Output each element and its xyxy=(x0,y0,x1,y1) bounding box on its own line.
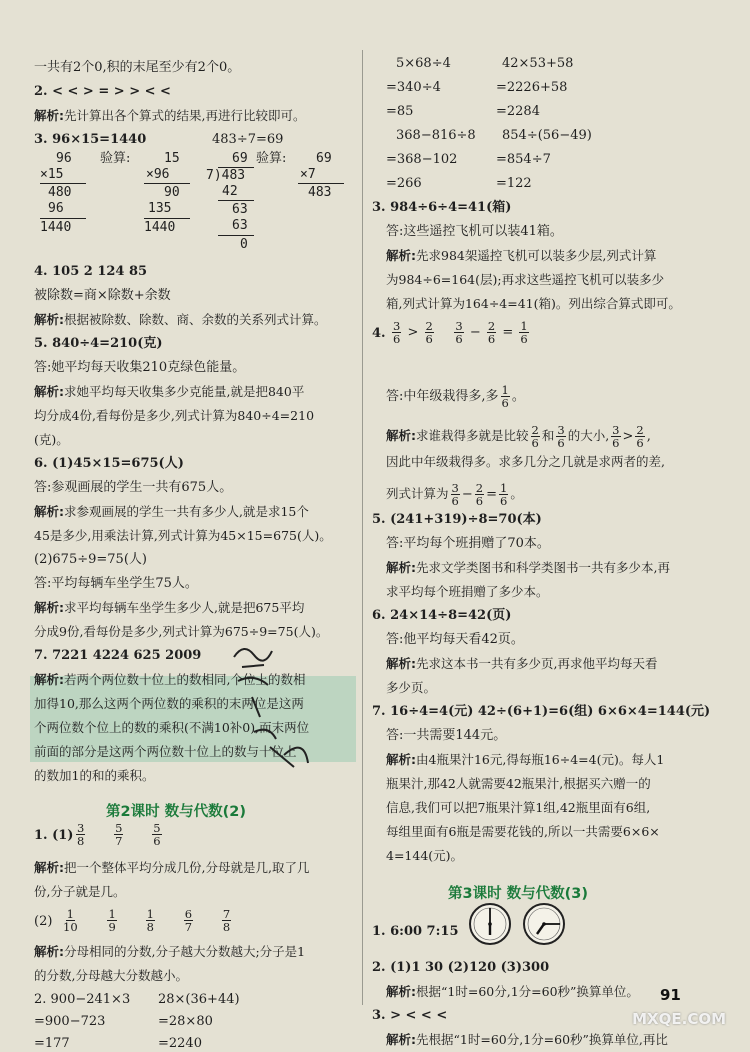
numerator: 1 xyxy=(146,907,154,921)
denominator: 6 xyxy=(153,834,161,848)
s3-q2-analysis xyxy=(386,984,639,1001)
page-number: 91 xyxy=(660,986,681,1004)
analysis-text: 4=144(元)。 xyxy=(386,848,464,863)
analysis-label: 解析: xyxy=(386,752,416,767)
vertical-calc: 1440 xyxy=(144,220,176,235)
q7-analysis xyxy=(386,752,664,769)
fraction: $\frac{1}{6}$ xyxy=(501,383,509,410)
analysis-text: 求平均每辆车坐学生多少人,就是把675平均 xyxy=(64,600,305,615)
fraction: $\frac{2}{6}$ xyxy=(487,319,496,346)
q6-answer: 6. 24×14÷8=42(页) xyxy=(372,608,512,623)
s2-q1-2-label: (2) xyxy=(34,914,53,929)
analysis-text: 分母相同的分数,分子越大分数越大;分子是1 xyxy=(64,944,306,959)
calc-d: =854÷7 xyxy=(496,152,551,167)
fraction: $\frac{3}{6}$ xyxy=(612,423,620,450)
q3-answer: 3. 96×15=1440 xyxy=(34,132,147,147)
analysis-text: 瓶果汁,那42人就需要42瓶果汁,根据买六赠一的 xyxy=(386,776,651,791)
analysis-text: 根据“1时=60分,1分=60秒”换算单位。 xyxy=(416,984,639,999)
denominator: 8 xyxy=(146,920,154,934)
analysis-text: 为984÷6=164(层);再求这些遥控飞机可以装多少 xyxy=(386,272,665,287)
vertical-calc: ×96 xyxy=(146,167,170,182)
fraction xyxy=(184,908,193,933)
calc-c: =368−102 xyxy=(386,152,458,167)
analysis-text: 的数加1的和的乘积。 xyxy=(34,768,155,783)
s2-q2-a: 2. 900−241×3 xyxy=(34,992,131,1007)
fraction: $\frac{2}{6}$ xyxy=(636,423,644,450)
fraction: $\frac{1}{6}$ xyxy=(499,481,508,508)
s2-q1-2-fractions xyxy=(60,908,233,933)
analysis-label: 解析: xyxy=(386,1032,416,1047)
fraction: $\frac{3}{6}$ xyxy=(393,319,401,346)
q3-analysis xyxy=(386,248,656,265)
long-division: 63 xyxy=(232,202,248,217)
response-text: 答:中年级栽得多,多 xyxy=(386,389,499,404)
q2-analysis xyxy=(34,108,305,125)
s2-q2-a: =177 xyxy=(34,1036,70,1051)
vertical-calc: 69 xyxy=(316,151,332,166)
numerator: 6 xyxy=(184,907,193,921)
analysis-text: 份,分子就是几。 xyxy=(34,884,126,899)
q6-response: 答:他平均每天看42页。 xyxy=(386,632,524,647)
q6-answer: 6. (1)45×15=675(人) xyxy=(34,456,184,471)
analysis-text: 。 xyxy=(510,486,523,501)
vertical-calc: 135 xyxy=(148,201,172,216)
analysis-label: 解析: xyxy=(34,504,64,519)
calc-a: 5×68÷4 xyxy=(396,56,451,71)
q4-analysis: 解析:求谁栽得多就是比较 $\frac{2}{6}$ 和 $\frac{3}{6}$ 的大小, $\frac{3}{6}$ > $\frac{2}{6}$ , xyxy=(386,423,651,450)
vertical-calc: 1440 xyxy=(40,220,72,235)
q6-analysis xyxy=(386,656,657,673)
analysis-text: 均分成4份,看每份是多少,列式计算为840÷4=210 xyxy=(34,408,315,423)
fraction xyxy=(76,822,85,847)
q5-answer: 5. 840÷4=210(克) xyxy=(34,336,163,351)
vertical-calc: ×7 xyxy=(300,167,316,182)
analysis-text: 的大小, xyxy=(567,428,610,443)
q4-analysis xyxy=(34,312,327,329)
calc-a: =340÷4 xyxy=(386,80,441,95)
analysis-label: 解析: xyxy=(386,984,416,999)
numerator: 5 xyxy=(153,821,161,835)
handwriting-scribble xyxy=(224,637,324,797)
calc-d: 854÷(56−49) xyxy=(502,128,592,143)
denominator: 7 xyxy=(115,834,123,848)
check-label: 验算: xyxy=(100,151,131,166)
analysis-label: 解析: xyxy=(386,428,416,443)
analysis-label: 解析: xyxy=(34,312,64,327)
denominator: 7 xyxy=(184,920,193,934)
q7-answer: 7. 7221 4224 625 2009 xyxy=(34,648,202,663)
long-division: 7)483 xyxy=(206,168,246,183)
vertical-calc: 96 xyxy=(56,151,72,166)
fraction xyxy=(152,822,161,847)
numerator: 3 xyxy=(77,821,85,835)
analysis-text: 把一个整体平均分成几份,分母就是几,取了几 xyxy=(64,860,310,875)
analysis-text: 求谁栽得多就是比较 xyxy=(416,428,529,443)
q6-response: 答:参观画展的学生一共有675人。 xyxy=(34,480,233,495)
s3-q3-analysis xyxy=(386,1032,668,1049)
analysis-text: 多少页。 xyxy=(386,680,437,695)
long-division: 63 xyxy=(232,218,248,233)
clock-7-15-icon xyxy=(522,902,566,946)
s2-q2-b: 28×(36+44) xyxy=(158,992,240,1007)
vertical-calc: 480 xyxy=(48,185,72,200)
section-heading-2: 第2课时 数与代数(2) xyxy=(106,804,246,820)
analysis-text: 前面的部分是这两个两位数十位上的数与十位上 xyxy=(34,744,297,759)
s2-q1-2-analysis xyxy=(34,944,305,961)
analysis-label: 解析: xyxy=(34,860,64,875)
q5-answer: 5. (241+319)÷8=70(本) xyxy=(372,512,542,527)
analysis-text: 先求文学类图书和科学类图书一共有多少本,再 xyxy=(416,560,670,575)
q5-analysis xyxy=(386,560,670,577)
s3-q1-answer: 1. 6:00 7:15 xyxy=(372,924,459,939)
analysis-label: 解析: xyxy=(34,944,64,959)
analysis-text: 每组里面有6瓶是需要花钱的,所以一共需要6×6× xyxy=(386,824,660,839)
analysis-text: 加得10,那么这两个两位数的乘积的末两位是这两 xyxy=(34,696,304,711)
analysis-label: 解析: xyxy=(34,108,64,123)
analysis-label: 解析: xyxy=(34,384,64,399)
q4-comparison: $\frac{3}{6}$ > $\frac{2}{6}$ $\frac{3}{6}$ − $\frac{2}{6}$ = $\frac{1}{6}$ xyxy=(393,319,528,346)
q4-label: 4. xyxy=(372,326,386,341)
q6-2-analysis xyxy=(34,600,304,617)
s2-q2-a: =900−723 xyxy=(34,1014,106,1029)
analysis-text: 45是多少,用乘法计算,列式计算为45×15=675(人)。 xyxy=(34,528,332,543)
analysis-text: 箱,列式计算为164÷4=41(箱)。列出综合算式即可。 xyxy=(386,296,681,311)
column-divider xyxy=(362,50,363,1005)
q6-analysis xyxy=(34,504,309,521)
section-heading-3: 第3课时 数与代数(3) xyxy=(448,886,588,902)
response-text: 。 xyxy=(511,389,525,404)
analysis-text: 根据被除数、除数、商、余数的关系列式计算。 xyxy=(64,312,327,327)
analysis-text: 信息,我们可以把7瓶果汁算1组,42瓶里面有6组, xyxy=(386,800,651,815)
q6-2-response: 答:平均每辆车坐学生75人。 xyxy=(34,576,198,591)
q7-response: 答:一共需要144元。 xyxy=(386,728,507,743)
fraction: $\frac{2}{6}$ xyxy=(475,481,484,508)
vertical-calc: 483 xyxy=(308,185,332,200)
q5-analysis xyxy=(34,384,304,401)
analysis-text: 列式计算为 xyxy=(386,486,449,501)
analysis-text: 求她平均每天收集多少克能量,就是把840平 xyxy=(64,384,305,399)
q3-answer: 3. 984÷6÷4=41(箱) xyxy=(372,200,512,215)
fraction: $\frac{3}{6}$ xyxy=(451,481,459,508)
calc-b: 42×53+58 xyxy=(502,56,574,71)
q4-response xyxy=(386,384,525,409)
calc-a: =85 xyxy=(386,104,414,119)
vertical-calc: 15 xyxy=(164,151,180,166)
denominator: 9 xyxy=(108,920,116,934)
fraction xyxy=(222,908,231,933)
analysis-text: 先求这本书一共有多少页,再求他平均每天看 xyxy=(416,656,658,671)
denominator: 8 xyxy=(77,834,85,848)
analysis-text: 若两个两位数十位上的数相同,个位上的数相 xyxy=(64,672,306,687)
analysis-text: 因此中年级栽得多。求多几分之几就是求两者的差, xyxy=(386,454,665,469)
analysis-label: 解析: xyxy=(34,672,64,687)
analysis-text: 的分数,分母越大分数越小。 xyxy=(34,968,188,983)
fraction: $\frac{3}{6}$ xyxy=(557,423,565,450)
q3-division: 483÷7=69 xyxy=(212,132,284,147)
s2-q1-fractions xyxy=(74,822,164,847)
calc-b: =2226+58 xyxy=(496,80,568,95)
analysis-text: 先求984架遥控飞机可以装多少层,列式计算 xyxy=(416,248,657,263)
analysis-text: 个两位数个位上的数的乘积(不满10补0),而末两位 xyxy=(34,720,310,735)
calc-c: =266 xyxy=(386,176,422,191)
s3-q3-answer: 3. > < < < xyxy=(372,1008,448,1023)
analysis-label: 解析: xyxy=(386,560,416,575)
analysis-label: 解析: xyxy=(386,656,416,671)
calc-c: 368−816÷8 xyxy=(396,128,476,143)
numerator: 1 xyxy=(108,907,116,921)
clock-6-00-icon xyxy=(468,902,512,946)
numerator: 5 xyxy=(115,821,123,835)
check-label: 验算: xyxy=(256,151,287,166)
q7-answer: 7. 16÷4=4(元) 42÷(6+1)=6(组) 6×6×4=144(元) xyxy=(372,704,711,719)
q5-response: 答:平均每个班捐赠了70本。 xyxy=(386,536,550,551)
q4-analysis-formula: 列式计算为 $\frac{3}{6}$ − $\frac{2}{6}$ = $\frac{1}{6}$ 。 xyxy=(386,481,523,508)
long-division: 69 xyxy=(232,151,248,166)
analysis-text: 由4瓶果汁16元,得每瓶16÷4=4(元)。每人1 xyxy=(416,752,665,767)
fraction xyxy=(107,908,116,933)
s3-q2-answer: 2. (1)1 30 (2)120 (3)300 xyxy=(372,960,550,975)
watermark: MXQE.COM xyxy=(632,1010,726,1028)
fraction: $\frac{1}{6}$ xyxy=(520,319,528,346)
analysis-text: 先根据“1时=60分,1分=60秒”换算单位,再比 xyxy=(416,1032,668,1047)
denominator: 10 xyxy=(63,920,78,934)
vertical-calc: ×15 xyxy=(40,167,64,182)
s2-q1-label: 1. (1) xyxy=(34,828,74,843)
q4-answer: 4. 105 2 124 85 xyxy=(34,264,148,279)
long-division: 42 xyxy=(222,184,238,199)
analysis-text: 和 xyxy=(541,428,555,443)
numerator: 1 xyxy=(66,907,74,921)
vertical-calc: 96 xyxy=(48,201,64,216)
analysis-text: 求平均每个班捐赠了多少本。 xyxy=(386,584,549,599)
s2-q2-b: =28×80 xyxy=(158,1014,213,1029)
fraction xyxy=(62,908,79,933)
numerator: 7 xyxy=(222,907,231,921)
q6-2-answer: (2)675÷9=75(人) xyxy=(34,552,147,567)
text-line: 一共有2个0,积的末尾至少有2个0。 xyxy=(34,60,241,75)
analysis-label: 解析: xyxy=(386,248,416,263)
fraction: $\frac{2}{6}$ xyxy=(531,423,539,450)
q5-response: 答:她平均每天收集210克绿色能量。 xyxy=(34,360,246,375)
fraction: $\frac{3}{6}$ xyxy=(455,319,463,346)
calc-d: =122 xyxy=(496,176,532,191)
calc-b: =2284 xyxy=(496,104,540,119)
q4-formula: 被除数=商×除数+余数 xyxy=(34,288,171,303)
analysis-text: (克)。 xyxy=(34,432,69,447)
s2-q2-b: =2240 xyxy=(158,1036,202,1051)
analysis-text: 求参观画展的学生一共有多少人,就是求15个 xyxy=(64,504,309,519)
q3-response: 答:这些遥控飞机可以装41箱。 xyxy=(386,224,563,239)
s2-q1-analysis xyxy=(34,860,309,877)
fraction: $\frac{2}{6}$ xyxy=(425,319,433,346)
vertical-calc: 90 xyxy=(164,185,180,200)
analysis-text: 先计算出各个算式的结果,再进行比较即可。 xyxy=(64,108,306,123)
denominator: 8 xyxy=(222,920,231,934)
q2-answer: 2. < < > = > > < < xyxy=(34,84,171,99)
fraction xyxy=(146,908,155,933)
analysis-label: 解析: xyxy=(34,600,64,615)
analysis-text: 分成9份,看每份是多少,列式计算为675÷9=75(人)。 xyxy=(34,624,329,639)
fraction xyxy=(114,822,123,847)
long-division: 0 xyxy=(240,237,248,252)
